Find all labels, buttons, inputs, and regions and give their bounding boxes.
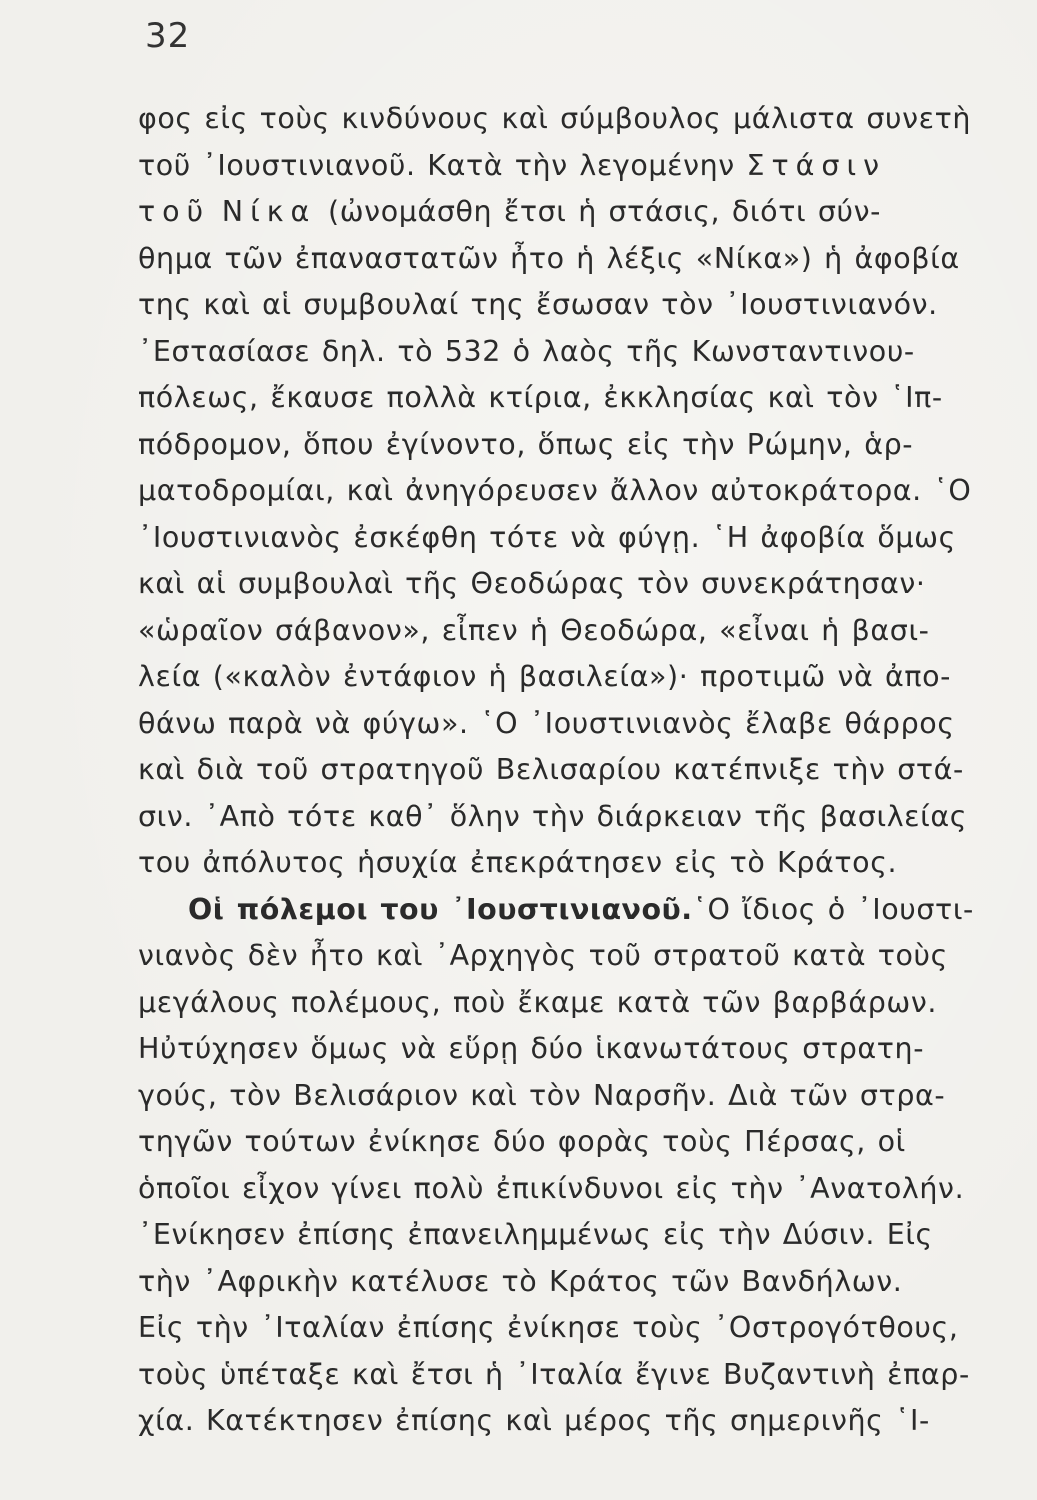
text-line: Εἰς τὴν ᾿Ιταλίαν ἐπίσης ἐνίκησε τοὺς ᾿Οστρογότθους, xyxy=(138,1311,959,1344)
text-line: τηγῶν τούτων ἐνίκησε δύο φορὰς τοὺς Πέρσας, οἱ xyxy=(138,1125,906,1158)
text-line: καὶ διὰ τοῦ στρατηγοῦ Βελισαρίου κατέπνιξε τὴν στά- xyxy=(138,753,964,786)
text-line: θημα τῶν ἐπαναστατῶν ἦτο ἡ λέξις «Νίκα») ἡ ἀφοβία xyxy=(138,241,960,275)
text-line xyxy=(138,143,1018,190)
text-line: φος εἰς τοὺς κινδύνους καὶ σύμβουλος μάλιστα συνετὴ xyxy=(138,102,972,135)
text-line: μεγάλους πολέμους, ποὺ ἔκαμε κατὰ τῶν βαρβάρων. xyxy=(138,985,938,1019)
text-line: σιν. ᾿Απὸ τότε καθ᾿ ὅλην τὴν διάρκειαν τῆς βασιλείας xyxy=(138,799,968,833)
text-segment: τοῦ ᾿Ιουστινιανοῦ. Κατὰ τὴν λεγομένην xyxy=(138,148,735,182)
text-line: πόλεως, ἔκαυσε πολλὰ κτίρια, ἐκκλησίας καὶ τὸν ῾Ιπ- xyxy=(138,381,943,414)
text-line: ματοδρομίαι, καὶ ἀνηγόρευσεν ἄλλον αὐτοκράτορα. ῾Ο xyxy=(138,474,972,507)
text-line: ᾿Εστασίασε δηλ. τὸ 532 ὁ λαὸς τῆς Κωνσταντινου- xyxy=(138,334,915,368)
spaced-term: Νίκα xyxy=(221,195,317,228)
text-line: θάνω παρὰ νὰ φύγω». ῾Ο ᾿Ιουστινιανὸς ἔλαβε θάρρος xyxy=(138,706,955,740)
body-text xyxy=(138,96,1018,1445)
spaced-term: Στάσιν xyxy=(746,148,887,182)
page-number: 32 xyxy=(145,16,191,56)
text-line: ὁποῖοι εἶχον γίνει πολὺ ἐπικίνδυνοι εἰς τὴν ᾿Ανατολήν. xyxy=(138,1171,965,1205)
text-line: καὶ αἱ συμβουλαὶ τῆς Θεοδώρας τὸν συνεκράτησαν· xyxy=(138,567,926,600)
text-line: γούς, τὸν Βελισάριον καὶ τὸν Ναρσῆν. Διὰ τῶν στρα- xyxy=(138,1078,946,1112)
text-line: ᾿Ενίκησεν ἐπίσης ἐπανειλημμένως εἰς τὴν Δύσιν. Εἰς xyxy=(138,1218,933,1251)
text-line: «ὡραῖον σάβανον», εἶπεν ἡ Θεοδώρα, «εἶναι ἡ βασι- xyxy=(138,613,930,647)
spaced-term: τοῦ xyxy=(138,195,211,228)
text-line: πόδρομον, ὅπου ἐγίνοντο, ὅπως εἰς τὴν Ρώμην, ἁρ- xyxy=(138,427,914,461)
text-line: τοὺς ὑπέταξε καὶ ἔτσι ἡ ᾿Ιταλία ἔγινε Βυζαντινὴ ἐπαρ- xyxy=(138,1357,970,1391)
text-line: χία. Κατέκτησεν ἐπίσης καὶ μέρος τῆς σημερινῆς ῾Ι- xyxy=(138,1404,930,1437)
text-line: ᾿Ιουστινιανὸς ἐσκέφθη τότε νὰ φύγῃ. ῾Η ἀφοβία ὅμως xyxy=(138,520,956,554)
text-line: του ἀπόλυτος ἡσυχία ἐπεκράτησεν εἰς τὸ Κράτος. xyxy=(138,846,898,879)
section-heading: Οἱ πόλεμοι του ᾿Ιουστινιανοῦ. xyxy=(188,892,693,926)
text-line: λεία («καλὸν ἐντάφιον ἡ βασιλεία»)· προτιμῶ νὰ ἀπο- xyxy=(138,660,952,693)
text-line xyxy=(138,189,1018,236)
text-line: Ηὐτύχησεν ὅμως νὰ εὕρῃ δύο ἱκανωτάτους στρατη- xyxy=(138,1032,925,1065)
text-segment: (ὠνομάσθη ἔτσι ἡ στάσις, διότι σύν- xyxy=(327,195,882,228)
text-line xyxy=(138,887,1018,934)
text-segment: ῾Ο ἴδιος ὁ ᾿Ιουστι- xyxy=(692,892,974,926)
text-line: νιανὸς δὲν ἦτο καὶ ᾿Αρχηγὸς τοῦ στρατοῦ κατὰ τοὺς xyxy=(138,939,948,972)
text-line: της καὶ αἱ συμβουλαί της ἔσωσαν τὸν ᾿Ιουστινιανόν. xyxy=(138,288,938,321)
text-line: τὴν ᾿Αφρικὴν κατέλυσε τὸ Κράτος τῶν Βανδήλων. xyxy=(138,1264,903,1298)
